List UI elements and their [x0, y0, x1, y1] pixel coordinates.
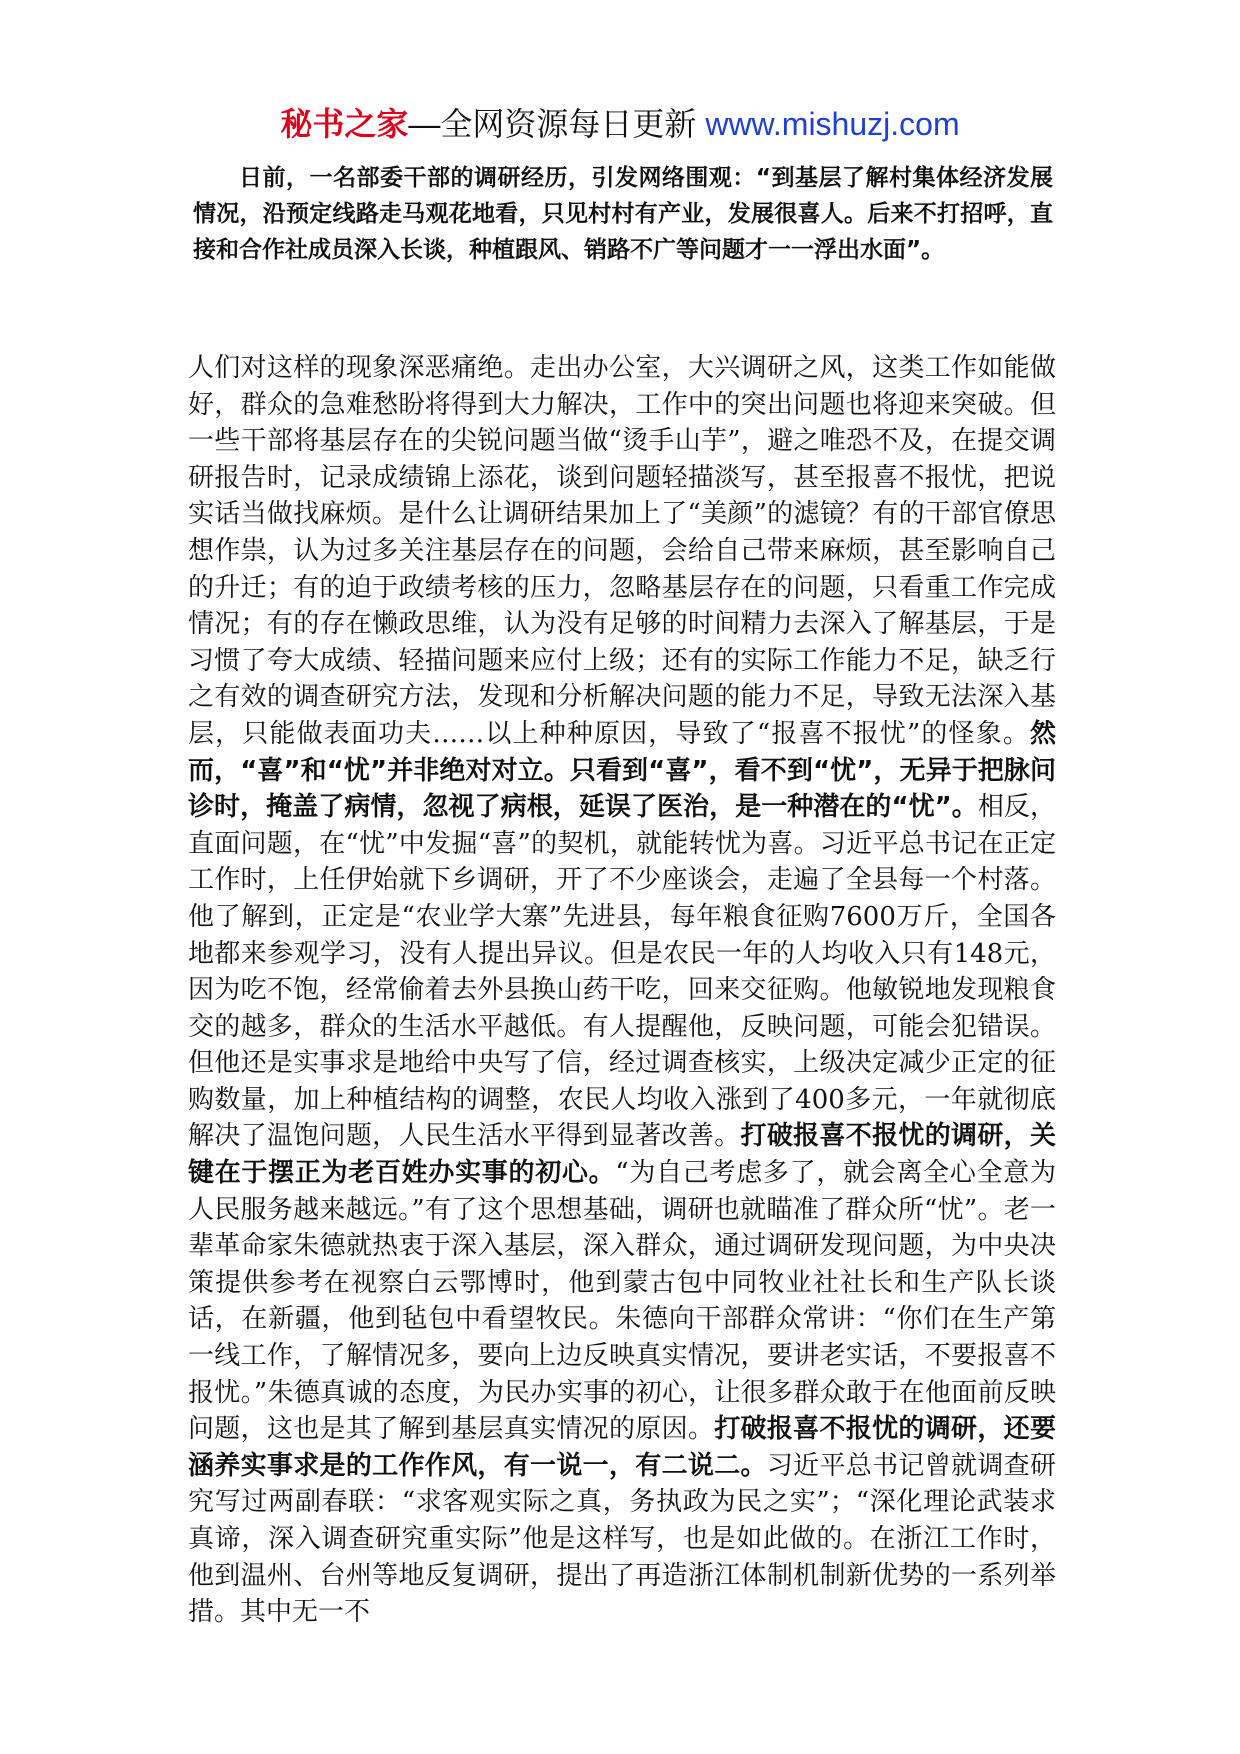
emphasis-text-2: 打破报喜不报忧的调研，关键在于摆正为老百姓办实事的初心。 — [188, 1121, 1056, 1189]
emphasis-text-1: 然而，“喜”和“忧”并非绝对对立。只看到“喜”，看不到“忧”，无异于把脉问诊时，掩盖了病情，忽视了病根，延误了医治，是一种潜在的“忧”。 — [188, 718, 1056, 823]
body-paragraph — [188, 350, 1056, 1631]
body-text-1: 人们对这样的现象深恶痛绝。走出办公室，大兴调研之风，这类工作如能做好，群众的急难愁盼将得到大力解决，工作中的突出问题也将迎来突破。但一些干部将基层存在的尖锐问题当做“烫手山芋”，避之唯恐不及，在提交调研报告时，记录成绩锦上添花，谈到问题轻描淡写，甚至报喜不报忧，把说实话当做找麻烦。是什么让调研结果加上了“美颜”的滤镜？有的干部官僚思想作祟，认为过多关注基层存在的问题，会给自己带来麻烦，甚至影响自己的升迁；有的迫于政绩考核的压力，忽略基层存在的问题，只看重工作完成情况；有的存在懒政思维，认为没有足够的时间精力去深入了解基层，于是习惯了夸大成绩、轻描问题来应付上级；还有的实际工作能力不足，缺乏行之有效的调查研究方法，发现和分析解决问题的能力不足，导致无法深入基层，只能做表面功夫……以上种种原因，导致了“报喜不报忧”的怪象。 — [188, 353, 1056, 749]
intro-paragraph: 日前，一名部委干部的调研经历，引发网络围观：“到基层了解村集体经济发展情况，沿预定线路走马观花地看，只见村村有产业，发展很喜人。后来不打招呼，直接和合作社成员深入长谈，种植跟风、销路不广等问题才一一浮出水面”。 — [193, 165, 1053, 263]
body-text-3: “为自己考虑多了，就会离全心全意为人民服务越来越远。”有了这个思想基础，调研也就瞄准了群众所“忧”。老一辈革命家朱德就热衷于深入基层，深入群众，通过调研发现问题，为中央决策提供参考在视察白云鄂博时，他到蒙古包中同牧业社社长和生产队长谈话，在新疆，他到毡包中看望牧民。朱德向干部群众常讲：“你们在生产第一线工作，了解情况多，要向上边反映真实情况，要讲老实话，不要报喜不报忧。”朱德真诚的态度，为民办实事的初心，让很多群众敢于在他面前反映问题，这也是其了解到基层真实情况的原因。 — [188, 1158, 1056, 1445]
emphasis-text-3: 打破报喜不报忧的调研，还要涵养实事求是的工作作风，有一说一，有二说二。 — [188, 1414, 1056, 1481]
body-text-2: 相反，直面问题，在“忧”中发掘“喜”的契机，就能转忧为喜。习近平总书记在正定工作时，上任伊始就下乡调研，开了不少座谈会，走遍了全县每一个村落。他了解到，正定是“农业学大寨”先进县，每年粮食征购7600万斤，全国各地都来参观学习，没有人提出异议。但是农民一年的人均收入只有148元，因为吃不饱，经常偷着去外县换山药干吃，回来交征购。他敏锐地发现粮食交的越多，群众的生活水平越低。有人提醒他，反映问题，可能会犯错误。但他还是实事求是地给中央写了信，经过调查核实，上级决定减少正定的征购数量，加上种植结构的调整，农民人均收入涨到了400多元，一年就彻底解决了温饱问题，人民生活水平得到显著改善。 — [188, 792, 1056, 1152]
brand-name: 秘书之家 — [280, 106, 409, 142]
body-text-4: 习近平总书记曾就调查研究写过两副春联：“求客观实际之真，务执政为民之实”；“深化理论武装求真谛，深入调查研究重实际”他是这样写，也是如此做的。在浙江工作时，他到温州、台州等地反复调研，提出了再造浙江体制机制新优势的一系列举措。其中无一不 — [188, 1450, 1056, 1628]
header-slogan: —全网资源每日更新 — [408, 106, 706, 142]
site-url-link[interactable]: www.mishuzj.com — [705, 106, 960, 142]
page-header — [0, 102, 1240, 146]
